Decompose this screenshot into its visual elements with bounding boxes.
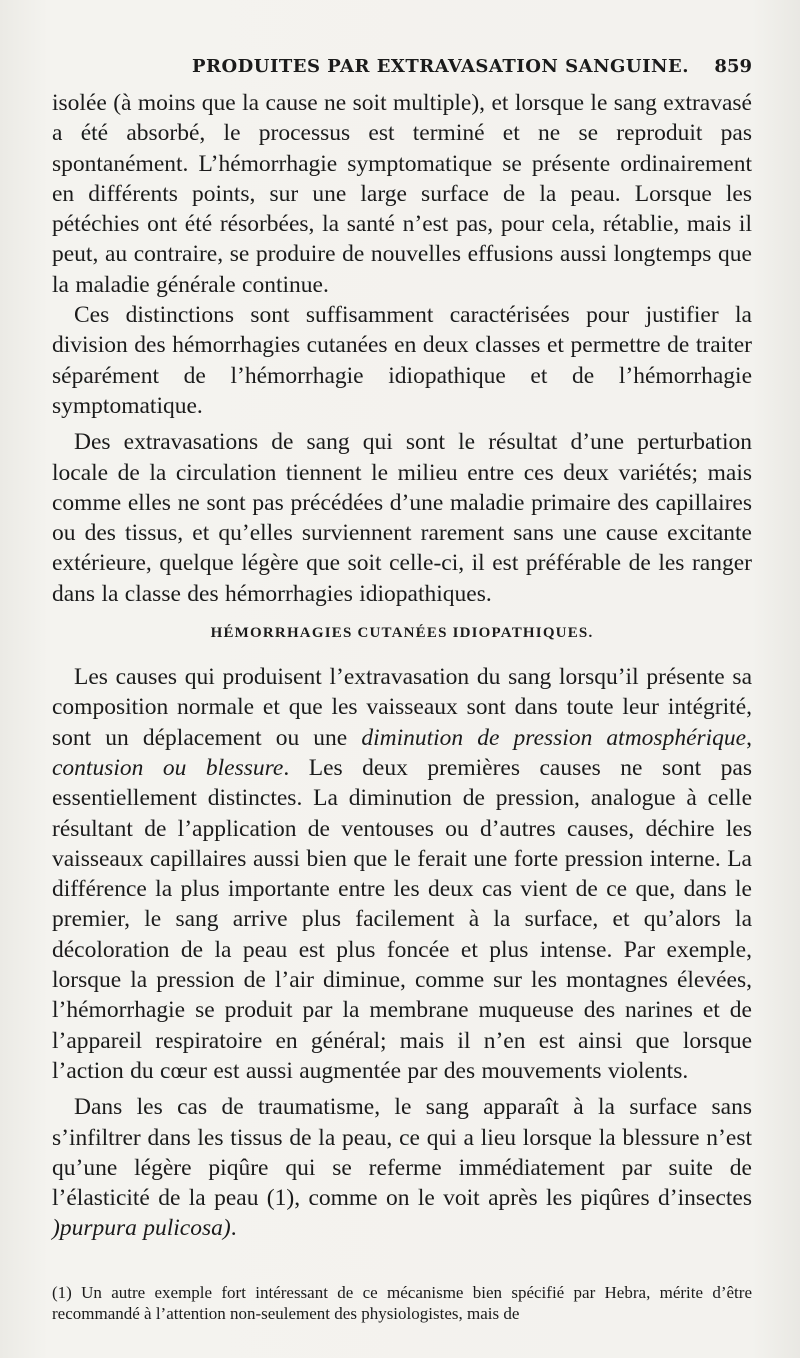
paragraph-continuation: isolée (à moins que la cause ne soit multiple), et lorsque le sang extravasé a été absorbé, le processus est terminé et ne se reproduit pas spontanément. L’hémorrhagie symptomatique se présente ordinairement en différents points, sur une large surface de la peau. Lorsque les pétéchies ont été résorbées, la santé n’est pas, pour cela, rétablie, mais il peut, au contraire, se produire de nouvelles effusions aussi longtemps que la maladie générale continue. [52,90,752,298]
causes-text-1: Les causes qui produisent l’extravasation du sang lorsqu’il présente sa composition normale et que les vaisseaux sont dans toute leur intégrité, sont un déplacement ou une [52,664,752,751]
causes-text-3: . Les deux premières causes ne sont pas essentiellement distinctes. La diminution de pression, analogue à celle résultant de l’application de ventouses ou d’autres causes, déchire les vaisseaux capillaires aussi bien que le ferait une forte pression interne. La différence la plus importante entre les deux cas vient de ce que, dans le premier, le sang arrive plus facilement à la surface, et qu’alors la décoloration de la peau est plus foncée et plus intense. Par exemple, lorsque la pression de l’air diminue, comme sur les montagnes élevées, l’hémorrhagie se produit par la membrane muqueuse des narines et de l’appareil respiratoire en général; mais il n’en est ainsi que lorsque l’action du cœur est aussi augmentée par des mouvements violents. [52,754,752,1084]
running-title: PRODUITES PAR EXTRAVASATION SANGUINE. [192,56,689,77]
running-head [52,56,752,82]
paragraph-traumatism [52,1092,752,1243]
body-text [52,88,752,1244]
causes-text-2: , [746,724,752,751]
traumatism-text-1: Dans les cas de traumatisme, le sang apparaît à la surface sans s’infiltrer dans les tissus de la peau, ce qui a lieu lorsque la blessure n’est qu’une légère piqûre qui se referme immédiatement par suite de l’élasticité de la peau (1), comme on le voit après les piqûres d’insectes [52,1094,752,1212]
causes-italic-contusion: contusion ou blessure [52,754,284,781]
paragraph-distinctions: Ces distinctions sont suffisamment caractérisées pour justifier la division des hémorrhagies cutanées en deux classes et permettre de traiter séparément de l’hémorrhagie idiopathique et de l’hémorrhagie symptomatique. [52,302,752,419]
section-heading: HÉMORRHAGIES CUTANÉES IDIOPATHIQUES. [210,625,594,642]
page-number: 859 [714,56,752,77]
causes-italic-pressure: diminution de pression atmosphérique [361,724,747,751]
footnote: (1) Un autre exemple fort intéressant de ce mécanisme bien spécifié par Hebra, mérite d’être recommandé à l’attention non-seulement des physiologistes, mais de [52,1283,752,1323]
traumatism-text-2: . [230,1215,237,1242]
paragraph-extravasations: Des extravasations de sang qui sont le résultat d’une perturbation locale de la circulation tiennent le milieu entre ces deux variétés; mais comme elles ne sont pas précédées d’une maladie primaire des capillaires ou des tissus, et qu’elles surviennent rarement sans une cause excitante extérieure, quelque légère que soit celle-ci, il est préférable de les ranger dans la classe des hémorrhagies idiopathiques. [52,429,752,607]
paragraph-causes [52,662,752,1086]
traumatism-italic-purpura: )purpura pulicosa) [52,1215,231,1242]
